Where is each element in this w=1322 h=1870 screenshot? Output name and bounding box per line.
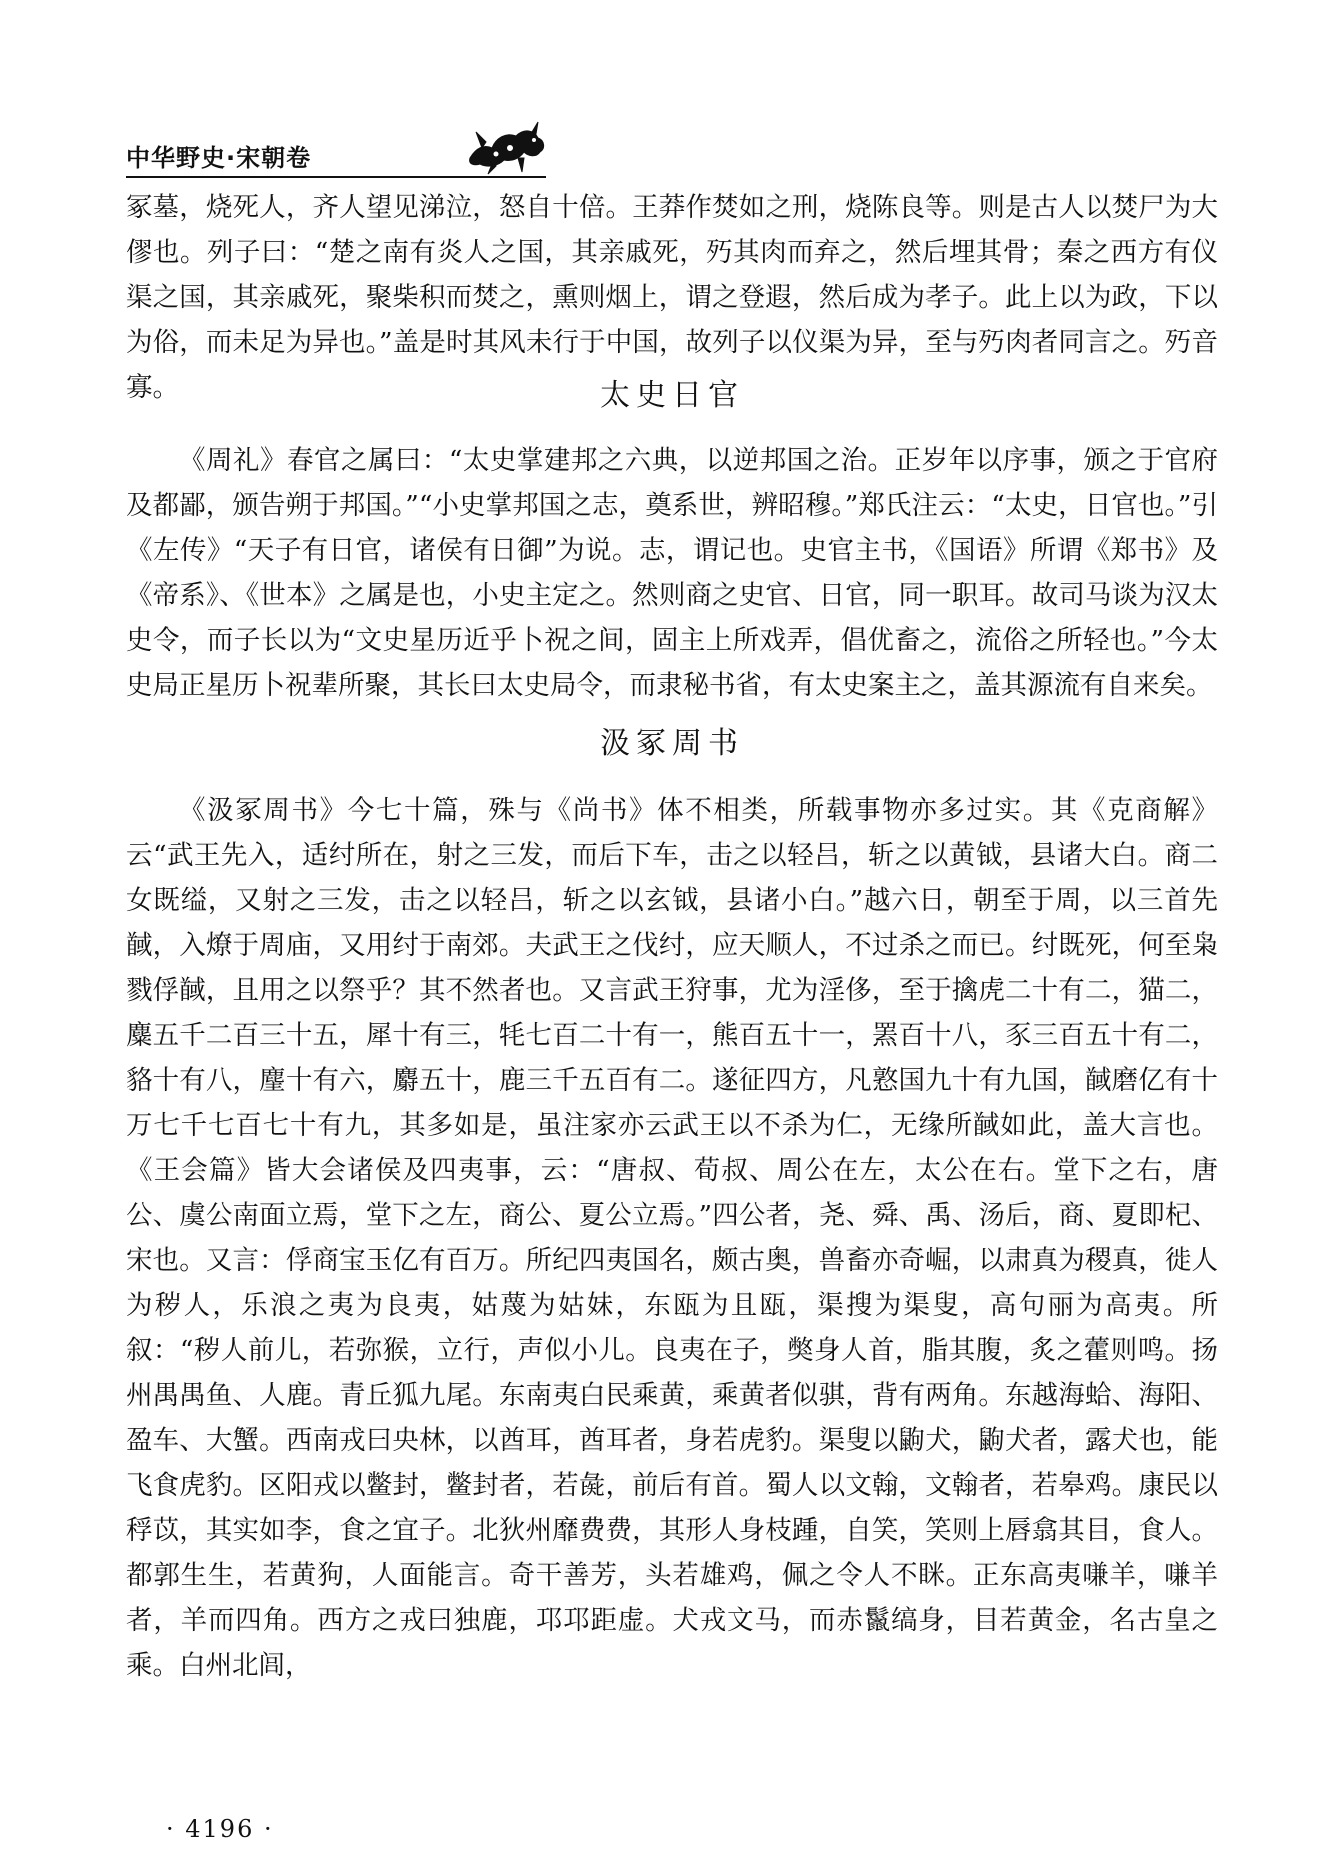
running-header bbox=[126, 118, 1216, 178]
section-heading-taishi-riguan: 太史日官 bbox=[600, 378, 744, 413]
page-number: · 4196 · bbox=[166, 1815, 274, 1843]
header-divider bbox=[126, 176, 546, 178]
paragraph-block-2 bbox=[126, 438, 1218, 708]
section-heading-jizhong-zhoushu: 汲冢周书 bbox=[600, 726, 744, 761]
dragon-emblem-icon bbox=[462, 118, 550, 176]
paragraph-block-3 bbox=[126, 788, 1218, 1688]
book-title: 中华野史·宋朝卷 bbox=[126, 144, 312, 172]
paragraph-jizhong-zhoushu: 《汲冢周书》今七十篇，殊与《尚书》体不相类，所载事物亦多过实。其《克商解》云“武王先入，适纣所在，射之三发，而后下车，击之以轻吕，斩之以黄钺，县诸大白。商二女既缢，又射之三发，击之以轻吕，斩之以玄钺，县诸小白。”越六日，朝至于周，以三首先馘，入燎于周庙，又用纣于南郊。夫武王之伐纣，应天顺人，不过杀之而已。纣既死，何至枭戮俘馘，且用之以祭乎？其不然者也。又言武王狩事，尤为淫侈，至于擒虎二十有二，猫二，麋五千二百三十五，犀十有三，牦七百二十有一，熊百五十一，罴百十八，豕三百五十有二，貉十有八，麈十有六，麝五十，鹿三千五百有二。遂征四方，凡憝国九十有九国，馘磨亿有十万七千七百七十有九，其多如是，虽注家亦云武王以不杀为仁，无缘所馘如此，盖大言也。《王会篇》皆大会诸侯及四夷事，云：“唐叔、荀叔、周公在左，太公在右。堂下之右，唐公、虞公南面立焉，堂下之左，商公、夏公立焉。”四公者，尧、舜、禹、汤后，商、夏即杞、宋也。又言：俘商宝玉亿有百万。所纪四夷国名，颇古奥，兽畜亦奇崛，以肃真为稷真，徙人为秽人，乐浪之夷为良夷，姑蔑为姑妹，东瓯为且瓯，渠搜为渠叟，高句丽为高夷。所叙：“秽人前儿，若弥猴，立行，声似小儿。良夷在子，獘身人首，脂其腹，炙之藿则鸣。扬州禺禺鱼、人鹿。青丘狐九尾。东南夷白民乘黄，乘黄者似骐，背有两角。东越海蛤、海阳、盈车、大蟹。西南戎曰央林，以酋耳，酋耳者，身若虎豹。渠叟以鼩犬，鼩犬者，露犬也，能飞食虎豹。区阳戎以鳖封，鳖封者，若彘，前后有首。蜀人以文翰，文翰者，若皋鸡。康民以稃苡，其实如李，食之宜子。北狄州靡费费，其形人身枝踵，自笑，笑则上唇翕其目，食人。都郭生生，若黄狗，人面能言。奇干善芳，头若雄鸡，佩之令人不眯。正东高夷嗛羊，嗛羊者，羊而四角。西方之戎曰独鹿，邛邛距虚。犬戎文马，而赤鬣缟身，目若黄金，名古皇之乘。白州北闾， bbox=[126, 795, 1218, 1681]
paragraph-continuation: 冢墓，烧死人，齐人望见涕泣，怒自十倍。王莽作焚如之刑，烧陈良等。则是古人以焚尸为大僇也。列子曰：“楚之南有炎人之国，其亲戚死，㱙其肉而弃之，然后埋其骨；秦之西方有仪渠之国，其亲戚死，聚柴积而焚之，熏则烟上，谓之登遐，然后成为孝子。此上以为政，下以为俗，而未足为异也。”盖是时其风未行于中国，故列子以仪渠为异，至与㱙肉者同言之。㱙音寡。 bbox=[126, 192, 1218, 403]
paragraph-taishi-riguan: 《周礼》春官之属曰：“太史掌建邦之六典，以逆邦国之治。正岁年以序事，颁之于官府及都鄙，颁告朔于邦国。”“小史掌邦国之志，奠系世，辨昭穆。”郑氏注云：“太史，日官也。”引《左传》“天子有日官，诸侯有日御”为说。志，谓记也。史官主书，《国语》所谓《郑书》及《帝系》、《世本》之属是也，小史主定之。然则商之史官、日官，同一职耳。故司马谈为汉太史令，而子长以为“文史星历近乎卜祝之间，固主上所戏弄，倡优畜之，流俗之所轻也。”今太史局正星历卜祝辈所聚，其长曰太史局令，而隶秘书省，有太史案主之，盖其源流有自来矣。 bbox=[126, 445, 1218, 701]
